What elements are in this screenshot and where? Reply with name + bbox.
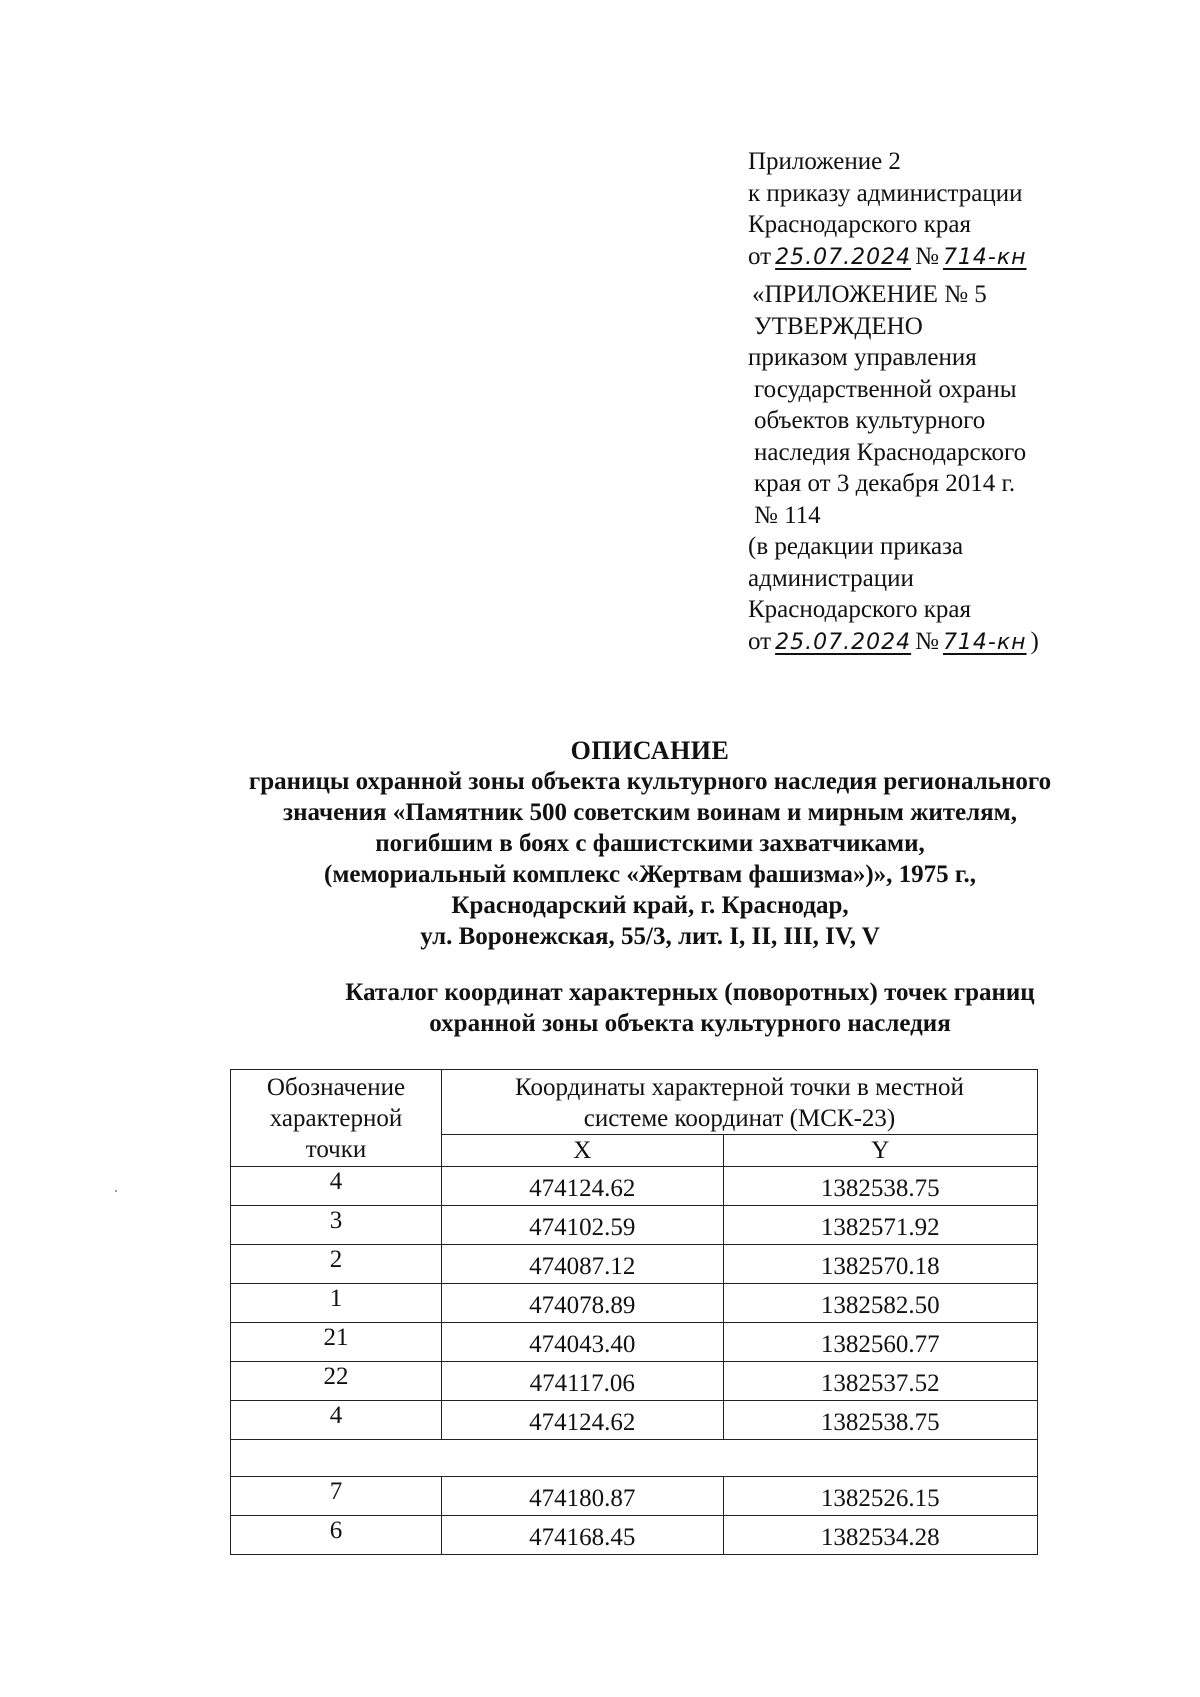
y-cell: 1382538.75 bbox=[723, 1167, 1037, 1206]
appendix-number: Приложение 2 bbox=[748, 148, 901, 175]
point-cell: 22 bbox=[231, 1362, 442, 1401]
appendix-order-ref: к приказу администрации bbox=[748, 179, 1023, 207]
point-cell: 6 bbox=[231, 1516, 442, 1555]
heading-line-4: (мемориальный комплекс «Жертвам фашизма»)», 1975 г., bbox=[324, 861, 976, 888]
table-row bbox=[231, 1362, 1038, 1401]
coordinates-header: Координаты характерной точки в местной системе координат (МСК-23) bbox=[442, 1070, 1038, 1135]
x-header: X bbox=[442, 1135, 724, 1167]
y-cell: 1382571.92 bbox=[723, 1206, 1037, 1245]
handwritten-order-number: 714-кн bbox=[942, 244, 1027, 270]
heading-line-5: Краснодарский край, г. Краснодар, bbox=[451, 892, 849, 919]
x-cell: 474124.62 bbox=[442, 1167, 724, 1206]
handwritten-revision-number: 714-кн bbox=[942, 629, 1027, 655]
x-cell: 474043.40 bbox=[442, 1323, 724, 1362]
y-cell: 1382582.50 bbox=[723, 1284, 1037, 1323]
approved-label: УТВЕРЖДЕНО bbox=[754, 312, 923, 340]
y-cell: 1382538.75 bbox=[723, 1401, 1037, 1440]
table-row bbox=[231, 1245, 1038, 1284]
catalog-line-1: Каталог координат характерных (поворотных) точек границ bbox=[345, 979, 1035, 1006]
appendix-block bbox=[748, 146, 1148, 658]
x-cell: 474117.06 bbox=[442, 1362, 724, 1401]
table-row bbox=[231, 1206, 1038, 1245]
table-row bbox=[231, 1167, 1038, 1206]
point-cell: 4 bbox=[231, 1167, 442, 1206]
catalog-heading bbox=[280, 977, 1100, 1039]
heading-line-1: границы охранной зоны объекта культурного наследия регионального bbox=[248, 768, 1052, 795]
x-cell: 474078.89 bbox=[442, 1284, 724, 1323]
approval-line-3: объектов культурного bbox=[754, 407, 986, 434]
heading-title: ОПИСАНИЕ bbox=[570, 736, 730, 765]
approval-line-1: приказом управления bbox=[748, 344, 977, 371]
table-row bbox=[231, 1323, 1038, 1362]
point-cell: 21 bbox=[231, 1323, 442, 1362]
y-cell: 1382560.77 bbox=[723, 1323, 1037, 1362]
x-cell: 474180.87 bbox=[442, 1477, 724, 1516]
y-cell: 1382526.15 bbox=[723, 1477, 1037, 1516]
approval-line-4: наследия Краснодарского bbox=[754, 438, 1027, 466]
revision-order-line: от 25.07.2024 № 714-кн ) bbox=[748, 627, 1039, 655]
revision-line-1: (в редакции приказа bbox=[748, 533, 964, 560]
approval-line-2: государственной охраны bbox=[754, 375, 1017, 403]
table-row bbox=[231, 1284, 1038, 1323]
handwritten-revision-date: 25.07.2024 bbox=[775, 629, 912, 655]
coordinates-table bbox=[230, 1069, 1038, 1555]
description-heading bbox=[150, 735, 1150, 952]
table-separator-row bbox=[231, 1440, 1038, 1477]
y-header: Y bbox=[723, 1135, 1037, 1167]
catalog-line-2: охранной зоны объекта культурного наследия bbox=[429, 1010, 951, 1037]
table-row bbox=[231, 1477, 1038, 1516]
appendix-order-line: от 25.07.2024 № 714-кн bbox=[748, 241, 1148, 274]
point-cell: 3 bbox=[231, 1206, 442, 1245]
point-cell: 1 bbox=[231, 1284, 442, 1323]
point-cell: 2 bbox=[231, 1245, 442, 1284]
heading-line-2: значения «Памятник 500 советским воинам и мирным жителям, bbox=[283, 799, 1017, 826]
scan-speck bbox=[115, 1190, 117, 1192]
y-cell: 1382537.52 bbox=[723, 1362, 1037, 1401]
revision-line-2: администрации bbox=[748, 564, 914, 592]
point-cell: 7 bbox=[231, 1477, 442, 1516]
point-designation-header: Обозначение характерной точки bbox=[231, 1070, 442, 1167]
approval-line-5: края от 3 декабря 2014 г. bbox=[754, 470, 1016, 497]
annex-title: «ПРИЛОЖЕНИЕ № 5 bbox=[752, 281, 987, 308]
heading-line-3: погибшим в боях с фашистскими захватчиками, bbox=[375, 830, 925, 857]
x-cell: 474087.12 bbox=[442, 1245, 724, 1284]
table-row bbox=[231, 1516, 1038, 1555]
handwritten-order-date: 25.07.2024 bbox=[775, 244, 912, 270]
revision-line-3: Краснодарского края bbox=[748, 596, 971, 623]
x-cell: 474102.59 bbox=[442, 1206, 724, 1245]
y-cell: 1382570.18 bbox=[723, 1245, 1037, 1284]
point-cell: 4 bbox=[231, 1401, 442, 1440]
table-row bbox=[231, 1401, 1038, 1440]
x-cell: 474168.45 bbox=[442, 1516, 724, 1555]
x-cell: 474124.62 bbox=[442, 1401, 724, 1440]
heading-line-6: ул. Воронежская, 55/3, лит. I, II, III, IV, V bbox=[420, 923, 880, 950]
appendix-region: Краснодарского края bbox=[748, 211, 971, 238]
y-cell: 1382534.28 bbox=[723, 1516, 1037, 1555]
approval-line-6: № 114 bbox=[754, 501, 821, 529]
